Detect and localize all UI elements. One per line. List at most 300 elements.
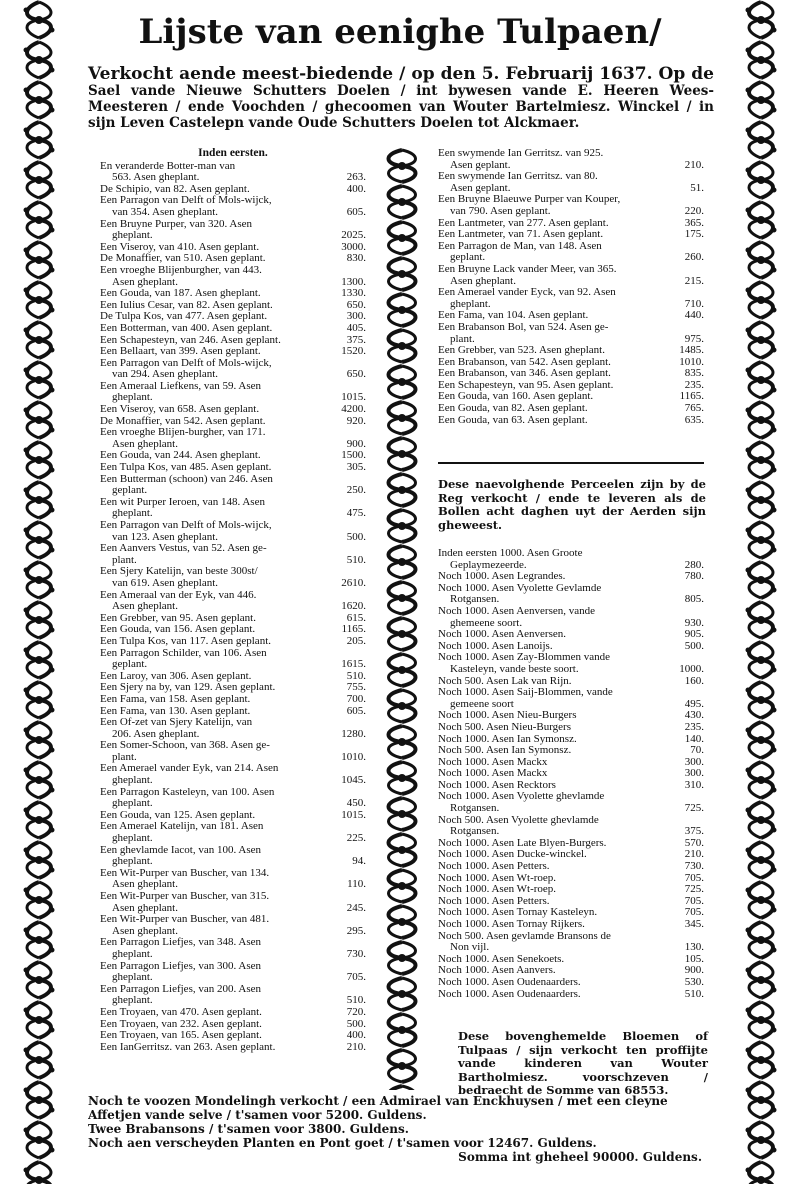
ornamental-border-right [740,0,782,1184]
item-price: 345. [684,918,704,930]
item-text: Noch 1000. Asen Aenversen. [438,628,567,641]
item-text: Een Gouda, van 156. Asen geplant. [100,623,256,636]
item-text: Een Parragon Kasteleyn, van 100. Asen [100,785,275,798]
item-price: 400. [346,1029,366,1042]
item-text: De Monaffier, van 510. Asen geplant. [100,252,266,265]
list-item [100,323,366,335]
item-price: 295. [346,924,366,937]
item-text: geplant. [112,658,148,671]
item-text: plant. [450,332,475,345]
list-item [438,206,704,218]
item-price: 605. [346,704,366,717]
list-item [100,972,366,984]
item-price: 495. [684,697,704,710]
item-text: Een Parragon Liefjes, van 300. Asen [100,959,261,972]
item-text: Een Grebber, van 95. Asen geplant. [100,611,256,624]
item-price: 725. [684,883,704,896]
item-text: Een Brabanson, van 542. Asen geplant. [438,355,611,368]
list-item [438,664,704,676]
list-item [438,548,704,560]
item-text: gheplant. [112,797,153,810]
ornamental-border-left [18,0,60,1184]
item-text: Een Tulpa Kos, van 117. Asen geplant. [100,634,271,647]
border-pattern-left [18,0,60,1184]
item-price: 1015. [341,391,366,404]
item-text: Noch 1000. Asen Senekoets. [438,952,565,965]
item-text: Noch 500. Asen Nieu-Burgers [438,720,571,733]
item-text: De Tulpa Kos, van 477. Asen geplant. [100,310,268,323]
item-text: gemeene soort [450,697,514,710]
list-item [100,740,366,752]
item-text: Een Tulpa Kos, van 485. Asen geplant. [100,461,272,474]
list-item [438,687,704,699]
item-text: Een Schapesteyn, van 95. Asen geplant. [438,378,614,391]
list-item [100,601,366,613]
item-text: Een Laroy, van 306. Asen geplant. [100,669,252,682]
list-item [100,346,366,358]
item-text: Een ghevlamde Iacot, van 100. Asen [100,843,261,856]
item-text: gheplant. [112,832,153,845]
item-text: ghemeene soort. [450,616,523,629]
item-price: 930. [684,616,704,629]
item-text: Een vroeghe Blijen-burgher, van 171. [100,426,266,439]
item-text: plant. [112,750,137,763]
item-text: Een Parragon Liefjes, van 200. Asen [100,982,261,995]
item-text: Noch 1000. Asen Saij-Blommen, vande [438,686,613,699]
item-text: Een Parragon van Delft of Mols-wijck, [100,519,272,531]
item-price: 160. [684,674,704,687]
item-text: Asen gheplant. [112,901,178,914]
item-text: Noch 500. Asen Vyolette ghevlamde [438,813,599,826]
list-item [100,717,366,729]
item-text: Een swymende Ian Gerritsz. van 80. [438,170,598,183]
item-text: Een Wit-Purper van Buscher, van 134. [100,866,270,879]
left-column-list [100,148,366,1053]
item-text: Een Amerael vander Eyk, van 214. Asen [100,762,279,775]
item-price: 140. [684,732,704,745]
item-text: Een Fama, van 158. Asen geplant. [100,692,251,705]
item-text: Een Ameraal van der Eyk, van 446. [100,588,257,601]
item-text: Noch 1000. Asen Mackx [438,755,548,768]
item-text: geplant. [450,251,486,264]
item-price: 1010. [679,355,704,368]
item-text: Noch 1000. Asen Lanoijs. [438,639,553,652]
item-price: 375. [346,333,366,346]
item-text: Asen gheplant. [450,274,516,287]
item-price: 70. [690,744,704,757]
item-text: Een Gouda, van 82. Asen geplant. [438,402,588,415]
list-item [438,861,704,873]
item-price: 730. [684,860,704,873]
item-price: 705. [684,894,704,907]
list-item [438,403,704,415]
item-text: Asen gheplant. [112,924,178,937]
item-text: 563. Asen gheplant. [112,171,200,184]
item-text: Noch 1000. Asen Zay-Blommen vande [438,651,610,664]
list-item [100,404,366,416]
item-text: Inden eersten 1000. Asen Groote [438,547,583,559]
item-text: Rotgansen. [450,802,500,815]
item-text: Een Parragon van Delft of Mols-wijck, [100,356,272,369]
item-price: 1500. [341,449,366,462]
item-text: Een Viseroy, van 410. Asen geplant. [100,240,260,253]
item-text: Een Somer-Schoon, van 368. Asen ge- [100,739,270,752]
item-price: 210. [684,158,704,171]
item-text: Noch 1000. Asen Oudenaarders. [438,975,581,988]
item-text: Noch 1000. Asen Wt-roep. [438,883,557,896]
item-price: 705. [684,906,704,919]
list-item [438,629,704,641]
list-item [438,345,704,357]
item-text: Een Sjery Katelijn, van beste 300st/ [100,565,258,578]
item-text: 206. Asen gheplant. [112,727,200,740]
item-price: 235. [684,720,704,733]
subtitle-rest: Sael vande Nieuwe Schutters Doelen / int bywesen vande E. Heeren Wees-Meesteren / ende Voochden / ghecoomen van Wouter Bartelmiesz. Winckel / in sijn Leven Castelepn vande Oude Schutters Doelen tot Alckmaer. [88,83,714,131]
item-text: Een Brabanson, van 346. Asen geplant. [438,367,611,380]
item-text: Noch 1000. Asen Late Blyen-Burgers. [438,836,607,849]
item-text: Noch 1000. Asen Mackx [438,767,548,780]
list-item [438,606,704,618]
item-price: 440. [684,309,704,322]
item-price: 220. [684,204,704,217]
item-price: 235. [684,378,704,391]
left-rows [100,161,366,1054]
item-text: Een Parragon van Delft of Mols-wijck, [100,194,272,207]
list-item [100,265,366,277]
item-price: 450. [346,797,366,810]
center-ornament-divider [372,148,432,1090]
item-text: Noch 500. Asen Lak van Rijn. [438,674,572,687]
item-price: 1615. [341,658,366,671]
list-item [100,694,366,706]
document-subtitle [88,66,714,131]
item-price: 780. [684,570,704,583]
item-text: van 294. Asen gheplant. [112,368,219,381]
footer-line-5: Somma int gheheel 90000. Guldens. [458,1150,702,1164]
item-text: plant. [112,553,137,566]
section-divider-line [438,462,704,464]
item-text: Een Bruyne Lack vander Meer, van 365. [438,262,617,275]
item-text: Noch 1000. Asen Petters. [438,894,550,907]
item-price: 830. [346,252,366,265]
list-item [100,1007,366,1019]
footer-line-2: Affetjen vande selve / t'samen voor 5200. Guldens. [88,1108,427,1122]
item-text: Een Gouda, van 187. Asen gheplant. [100,287,261,300]
item-text: Een Troyaen, van 232. Asen geplant. [100,1017,262,1030]
item-price: 730. [346,947,366,960]
item-text: Een Fama, van 130. Asen geplant. [100,704,251,717]
item-text: Een Schapesteyn, van 246. Asen geplant. [100,333,281,346]
item-text: Een Aanvers Vestus, van 52. Asen ge- [100,542,267,555]
item-price: 705. [346,971,366,984]
item-text: Geplaymezeerde. [450,558,527,571]
document-title: Lijste van eenighe Tulpaen/ [138,12,662,52]
item-price: 405. [346,321,366,334]
item-price: 650. [346,368,366,381]
item-price: 260. [684,251,704,264]
item-text: Een vroeghe Blijenburgher, van 443. [100,263,262,276]
item-price: 1165. [679,390,704,403]
item-price: 245. [346,901,366,914]
lot-rows [438,548,704,1000]
list-item [100,520,366,532]
item-text: Noch 1000. Asen Legrandes. [438,570,566,583]
item-text: gheplant. [112,774,153,787]
list-item [100,543,366,555]
item-price: 1485. [679,344,704,357]
item-text: Noch 1000. Asen Ducke-winckel. [438,848,587,861]
item-text: Asen gheplant. [112,878,178,891]
list-item [438,745,704,757]
list-item [438,148,704,160]
list-item [100,891,366,903]
item-text: Een Brabanson Bol, van 524. Asen ge- [438,320,609,333]
item-text: Een Sjery na by, van 129. Asen geplant. [100,681,276,694]
item-price: 500. [684,639,704,652]
item-price: 3000. [341,240,366,253]
item-price: 400. [346,182,366,195]
item-text: Een Butterman (schoon) van 246. Asen [100,472,273,485]
item-price: 905. [684,628,704,641]
item-text: Noch 1000. Asen Vyolette ghevlamde [438,790,605,803]
item-text: De Schipio, van 82. Asen geplant. [100,182,250,195]
item-text: Asen gheplant. [112,600,178,613]
border-pattern-right [740,0,782,1184]
item-text: gheplant. [112,391,153,404]
item-price: 510. [346,994,366,1007]
item-text: Noch 1000. Asen Recktors [438,778,556,791]
item-price: 1010. [341,750,366,763]
item-text: Rotgansen. [450,593,500,606]
item-price: 510. [346,669,366,682]
item-text: Een Gouda, van 244. Asen gheplant. [100,449,261,462]
item-price: 1300. [341,275,366,288]
item-text: Een Amerael Katelijn, van 181. Asen [100,820,264,833]
item-text: Een Lantmeter, van 277. Asen geplant. [438,216,609,229]
item-price: 605. [346,205,366,218]
footer-line-4: Noch aen verscheyden Planten en Pont goet / t'samen voor 12467. Guldens. [88,1136,597,1150]
item-text: Noch 1000. Asen Aanvers. [438,964,556,977]
item-price: 1330. [341,287,366,300]
item-text: gheplant. [112,994,153,1007]
footer-totals [88,1094,708,1164]
item-price: 710. [684,297,704,310]
item-text: Asen gheplant. [112,437,178,450]
list-item [100,578,366,590]
right-rows [438,148,704,426]
list-item [438,977,704,989]
item-price: 263. [346,171,366,184]
item-text: Een Botterman, van 400. Asen geplant. [100,321,273,334]
item-text: Noch 1000. Asen Tornay Kasteleyn. [438,906,598,919]
item-text: Een Gouda, van 160. Asen geplant. [438,390,594,403]
item-price: 1280. [341,727,366,740]
item-text: Een Parragon Liefjes, van 348. Asen [100,936,261,949]
list-item [438,287,704,299]
item-text: Een Lantmeter, van 71. Asen geplant. [438,228,604,241]
item-text: Een Grebber, van 523. Asen gheplant. [438,344,605,357]
item-price: 305. [346,461,366,474]
item-text: van 790. Asen geplant. [450,204,551,217]
item-text: Asen geplant. [450,158,511,171]
item-text: Noch 1000. Asen Ian Symonsz. [438,732,577,745]
item-text: Noch 1000. Asen Vyolette Gevlamde [438,581,602,594]
item-text: Asen geplant. [450,181,511,194]
list-item [100,659,366,671]
item-text: Een wit Purper Ieroen, van 148. Asen [100,495,265,508]
item-price: 475. [346,507,366,520]
item-price: 530. [684,975,704,988]
list-item [438,264,704,276]
item-price: 110. [347,878,366,891]
item-text: Een Iulius Cesar, van 82. Asen geplant. [100,298,273,311]
item-text: Een Fama, van 104. Asen geplant. [438,309,589,322]
item-text: En veranderde Botter-man van [100,159,236,172]
item-price: 700. [346,692,366,705]
item-price: 280. [684,558,704,571]
item-price: 250. [346,484,366,497]
item-price: 94. [352,855,366,868]
item-text: Een Troyaen, van 165. Asen geplant. [100,1029,262,1042]
item-price: 500. [346,1017,366,1030]
item-text: Noch 1000. Asen Tornay Rijkers. [438,918,585,930]
item-text: van 354. Asen gheplant. [112,205,219,218]
list-item [100,230,366,242]
item-text: Een Gouda, van 63. Asen geplant. [438,413,588,426]
item-price: 2610. [341,576,366,589]
item-text: Een Amerael vander Eyck, van 92. Asen [438,286,616,299]
item-price: 835. [684,367,704,380]
item-price: 105. [684,952,704,965]
item-price: 510. [684,987,704,1000]
item-text: gheplant. [112,947,153,960]
item-price: 375. [684,825,704,838]
center-ornament-pattern [372,148,432,1090]
item-text: Een Wit-Purper van Buscher, van 481. [100,913,270,926]
item-text: Een swymende Ian Gerritsz. van 925. [438,147,604,159]
item-price: 1000. [679,662,704,675]
item-price: 1620. [341,600,366,613]
item-text: gheplant. [112,229,153,242]
item-price: 205. [346,634,366,647]
item-text: Een Gouda, van 125. Asen geplant. [100,808,256,821]
item-price: 4200. [341,403,366,416]
item-text: gheplant. [112,855,153,868]
item-price: 920. [346,414,366,427]
item-price: 430. [684,709,704,722]
item-price: 510. [346,553,366,566]
list-item [100,288,366,300]
item-text: gheplant. [112,971,153,984]
item-price: 175. [684,228,704,241]
item-text: Een Of-zet van Sjery Katelijn, van [100,716,253,729]
item-text: geplant. [112,484,148,497]
item-text: Een Viseroy, van 658. Asen geplant. [100,403,260,416]
item-price: 210. [346,1040,366,1053]
lots-list [438,548,704,1000]
item-text: Noch 1000. Asen Petters. [438,860,550,873]
list-item [438,229,704,241]
item-price: 650. [346,298,366,311]
item-price: 755. [346,681,366,694]
list-item [100,833,366,845]
item-price: 300. [346,310,366,323]
list-item [100,775,366,787]
item-text: Noch 1000. Asen Wt-roep. [438,871,557,884]
item-text: Een Parragon Schilder, van 106. Asen [100,646,267,659]
item-text: Kasteleyn, vande beste soort. [450,662,579,675]
list-item [438,415,704,427]
item-text: Een IanGerritsz. van 263. Asen geplant. [100,1040,276,1053]
item-price: 300. [684,767,704,780]
list-item [100,462,366,474]
item-text: Asen gheplant. [112,275,178,288]
item-price: 725. [684,802,704,815]
list-item [438,322,704,334]
item-price: 1015. [341,808,366,821]
item-text: Een Parragon de Man, van 148. Asen [438,239,602,252]
item-price: 310. [684,778,704,791]
item-price: 300. [684,755,704,768]
item-text: gheplant. [450,297,491,310]
list-item [100,207,366,219]
item-text: van 123. Asen gheplant. [112,530,219,543]
right-column-list [438,148,704,426]
item-price: 720. [346,1005,366,1018]
item-price: 1520. [341,345,366,358]
subtitle-lead: Verkocht aende meest-biedende / op den 5. Februarij 1637. Op de [88,64,714,84]
item-text: Noch 1000. Asen Aenversen, vande [438,604,596,617]
list-item [100,949,366,961]
item-text: Een Bellaart, van 399. Asen geplant. [100,345,261,358]
item-price: 900. [684,964,704,977]
list-item [100,1030,366,1042]
item-price: 51. [690,181,704,194]
item-text: Een Bruyne Purper, van 320. Asen [100,217,253,230]
item-price: 215. [684,274,704,287]
item-text: Noch 1000. Asen Nieu-Burgers [438,709,577,722]
footer-line-1: Noch te voozen Mondelingh verkocht / een Admirael van Enckhuysen / met een cleyne [88,1094,668,1108]
item-price: 500. [346,530,366,543]
item-text: Een Ameraal Liefkens, van 59. Asen [100,379,261,392]
item-text: Een Troyaen, van 470. Asen geplant. [100,1005,262,1018]
item-text: Noch 500. Asen gevlamde Bransons de [438,929,611,942]
item-price: 765. [684,402,704,415]
closing-paragraph: Dese bovenghemelde Bloemen of Tulpaas / sijn verkocht ten proffijte vande kinderen van Wouter Bartholmiesz. voorschzeven / bedraecht de Somme van 68553. [458,1029,708,1097]
item-price: 2025. [341,229,366,242]
item-price: 1045. [341,774,366,787]
item-text: Een Wit-Purper van Buscher, van 315. [100,890,270,902]
list-item [438,919,704,931]
item-price: 365. [684,216,704,229]
list-item [100,1042,366,1054]
left-heading: Inden eersten. [198,147,268,159]
item-price: 1165. [341,623,366,636]
item-price: 805. [684,593,704,606]
item-text: gheplant. [112,507,153,520]
item-price: 635. [684,413,704,426]
item-text: van 619. Asen gheplant. [112,576,219,589]
item-text: Noch 1000. Asen Oudenaarders. [438,987,581,1000]
item-text: De Monaffier, van 542. Asen geplant. [100,414,266,427]
item-price: 570. [684,836,704,849]
item-price: 975. [684,332,704,345]
lots-intro-paragraph: Dese naevolghende Perceelen zijn by de Reg verkocht / ende te leveren als de Bollen acht daghen uyt der Aerden sijn gheweest. [438,477,706,532]
item-text: Rotgansen. [450,825,500,838]
item-price: 900. [346,437,366,450]
item-price: 210. [684,848,704,861]
list-item [438,722,704,734]
